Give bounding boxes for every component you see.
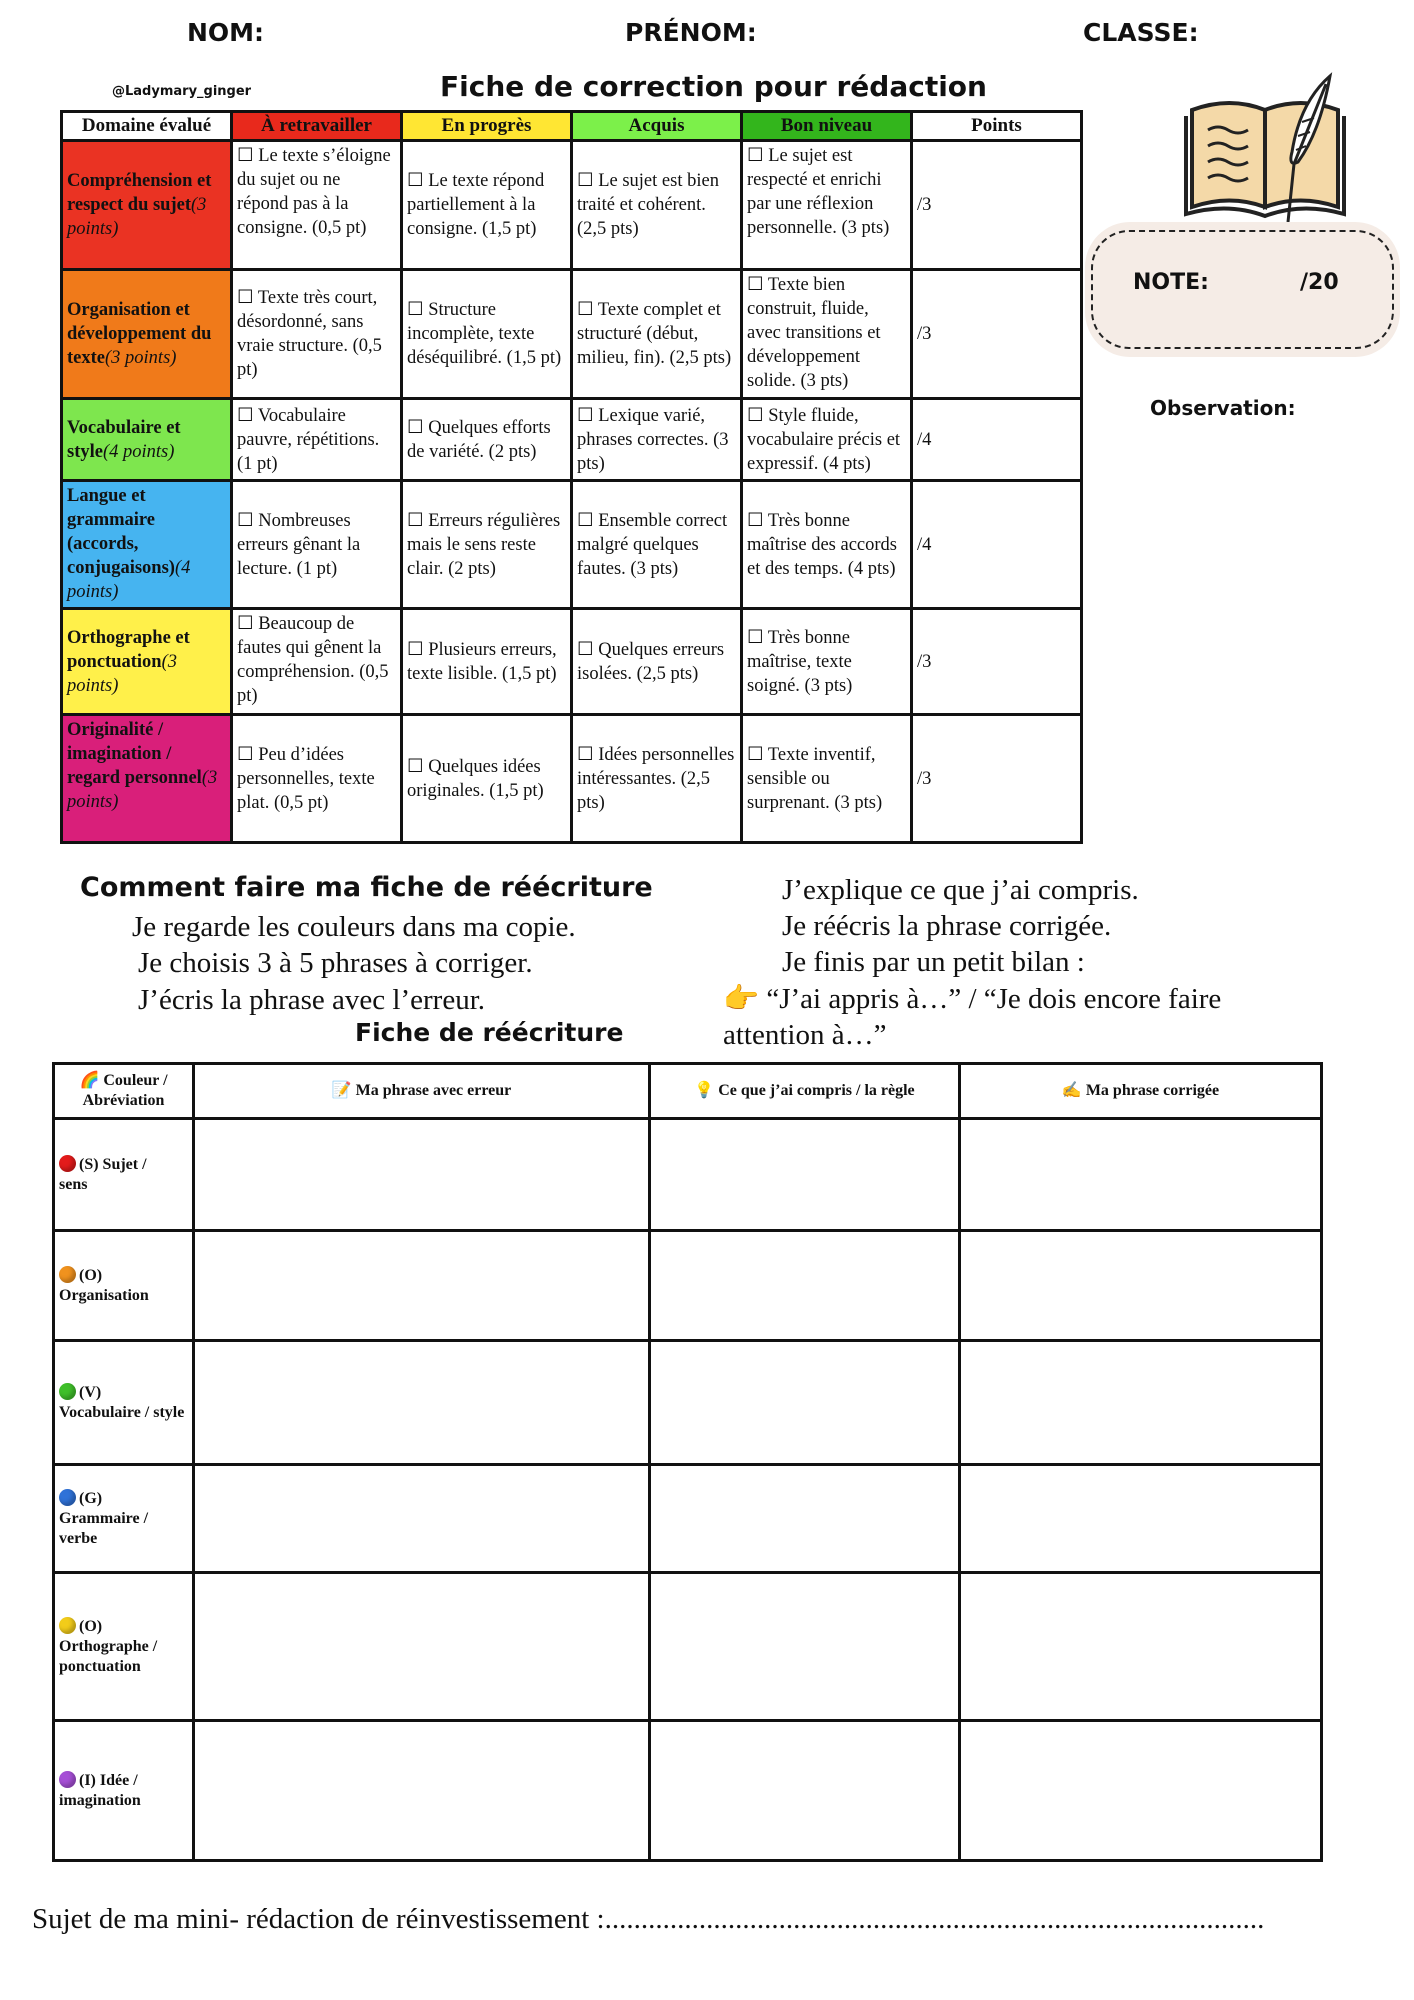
domain-points: (3 points) xyxy=(67,195,207,239)
criterion-cell[interactable] xyxy=(232,270,402,399)
page-title: Fiche de correction pour rédaction xyxy=(440,70,987,103)
rewrite-row xyxy=(54,1231,1322,1341)
blue-circle-icon xyxy=(59,1489,76,1506)
domain-points: (3 points) xyxy=(67,768,218,812)
criterion-cell[interactable] xyxy=(232,481,402,609)
domain-points: (3 points) xyxy=(105,348,177,368)
corrected-sentence-cell[interactable] xyxy=(960,1119,1322,1231)
yellow-circle-icon xyxy=(59,1617,76,1634)
criterion-text: ☐ Vocabulaire pauvre, répétitions. (1 pt) xyxy=(237,405,380,474)
header-en-progres xyxy=(402,112,572,141)
howto-title: Comment faire ma fiche de réécriture xyxy=(80,872,653,903)
points-cell[interactable] xyxy=(912,609,1082,715)
criterion-text: ☐ Ensemble correct malgré quelques fautes. (3 pts) xyxy=(577,510,728,579)
step-3: J’écris la phrase avec l’erreur. xyxy=(138,984,485,1016)
observation-label: Observation: xyxy=(1150,396,1296,420)
corrected-sentence-cell[interactable] xyxy=(960,1341,1322,1465)
criterion-text: ☐ Plusieurs erreurs, texte lisible. (1,5 pt) xyxy=(407,639,557,684)
rule-cell[interactable] xyxy=(650,1231,960,1341)
domain-name: Orthographe et ponctuation xyxy=(67,627,190,672)
criterion-text: ☐ Texte bien construit, fluide, avec transitions et développement solide. (3 pts) xyxy=(747,275,881,391)
rubric-header-row xyxy=(62,112,1082,141)
category-code: (O) xyxy=(79,1266,103,1284)
criterion-text: ☐ Erreurs régulières mais le sens reste clair. (2 pts) xyxy=(407,510,561,579)
rubric-domain xyxy=(62,481,232,609)
rubric-domain xyxy=(62,715,232,843)
error-sentence-cell[interactable] xyxy=(194,1341,650,1465)
criterion-cell[interactable] xyxy=(742,609,912,715)
criterion-text: ☐ Le texte s’éloigne du sujet ou ne répond pas à la consigne. (0,5 pt) xyxy=(237,146,391,238)
rule-cell[interactable] xyxy=(650,1573,960,1721)
rubric-table xyxy=(60,110,1083,844)
domain-points: (4 points) xyxy=(102,441,175,462)
header-en-progres-text: En progrès xyxy=(441,115,532,136)
step-4: J’explique ce que j’ai compris. xyxy=(782,874,1139,906)
header-points xyxy=(912,112,1082,141)
criterion-text: ☐ Le sujet est respecté et enrichi par une réflexion personnelle. (3 pts) xyxy=(747,146,890,238)
points-text: /3 xyxy=(917,768,932,789)
rewrite-row xyxy=(54,1119,1322,1231)
header-phrase-corrigee-text: ✍️ Ma phrase corrigée xyxy=(1061,1082,1220,1099)
category-code: (V) xyxy=(79,1383,102,1401)
rubric-domain xyxy=(62,609,232,715)
domain-name: Originalité / imagination / regard personnel xyxy=(67,720,202,788)
criterion-text: ☐ Très bonne maîtrise des accords et des temps. (4 pts) xyxy=(747,510,897,579)
rule-cell[interactable] xyxy=(650,1721,960,1861)
rewrite-table xyxy=(52,1062,1323,1862)
category-label: Orthographe / ponctuation xyxy=(59,1637,158,1675)
criterion-text: ☐ Beaucoup de fautes qui gênent la compréhension. (0,5 pt) xyxy=(237,614,389,706)
green-circle-icon xyxy=(59,1383,76,1400)
points-cell[interactable] xyxy=(912,481,1082,609)
criterion-cell[interactable] xyxy=(742,399,912,481)
criterion-text: ☐ Le texte répond partiellement à la consigne. (1,5 pt) xyxy=(407,171,545,239)
criterion-cell[interactable] xyxy=(572,141,742,270)
author-handle: @Ladymary_ginger xyxy=(112,84,252,99)
subject-line[interactable]: Sujet de ma mini- rédaction de réinvestissement :........................................................................................... xyxy=(32,1903,1265,1935)
step-6: Je finis par un petit bilan : xyxy=(782,946,1085,978)
criterion-text: ☐ Idées personnelles intéressantes. (2,5 pts) xyxy=(577,744,735,813)
criterion-cell[interactable] xyxy=(232,715,402,843)
criterion-text: ☐ Texte très court, désordonné, sans vraie structure. (0,5 pt) xyxy=(237,288,382,380)
header-a-retravailler-text: À retravailler xyxy=(261,115,372,136)
criterion-text: ☐ Quelques idées originales. (1,5 pt) xyxy=(407,756,544,801)
header-phrase-erreur-text: 📝 Ma phrase avec erreur xyxy=(331,1082,512,1099)
category-label: Grammaire / verbe xyxy=(59,1509,149,1547)
points-text: /4 xyxy=(917,429,932,450)
points-cell[interactable] xyxy=(912,270,1082,399)
points-cell[interactable] xyxy=(912,399,1082,481)
category-label: sens xyxy=(59,1175,88,1193)
purple-circle-icon xyxy=(59,1771,76,1788)
criterion-text: ☐ Structure incomplète, texte déséquilibré. (1,5 pt) xyxy=(407,300,562,368)
error-sentence-cell[interactable] xyxy=(194,1721,650,1861)
criterion-text: ☐ Nombreuses erreurs gênant la lecture. (1 pt) xyxy=(237,510,361,579)
criterion-text: ☐ Très bonne maîtrise, texte soigné. (3 pts) xyxy=(747,627,853,696)
criterion-cell[interactable] xyxy=(402,481,572,609)
error-sentence-cell[interactable] xyxy=(194,1573,650,1721)
criterion-cell[interactable] xyxy=(402,141,572,270)
criterion-cell[interactable] xyxy=(742,715,912,843)
criterion-cell[interactable] xyxy=(402,715,572,843)
note-label: NOTE: xyxy=(1133,270,1209,295)
points-text: /4 xyxy=(917,534,932,555)
domain-name: Vocabulaire et style xyxy=(67,417,181,462)
corrected-sentence-cell[interactable] xyxy=(960,1721,1322,1861)
criterion-cell[interactable] xyxy=(572,270,742,399)
criterion-text: ☐ Quelques erreurs isolées. (2,5 pts) xyxy=(577,639,725,684)
criterion-text: ☐ Texte complet et structuré (début, milieu, fin). (2,5 pts) xyxy=(577,300,732,368)
criterion-text: ☐ Peu d’idées personnelles, texte plat. (0,5 pt) xyxy=(237,744,375,813)
domain-name: Compréhension et respect du sujet xyxy=(67,171,212,215)
category-label: Organisation xyxy=(59,1286,149,1304)
category-cell xyxy=(54,1119,194,1231)
category-label: imagination xyxy=(59,1791,141,1809)
rewrite-row xyxy=(54,1721,1322,1861)
points-text: /3 xyxy=(917,195,932,215)
points-text: /3 xyxy=(917,651,932,672)
header-domaine-text: Domaine évalué xyxy=(81,115,212,136)
rubric-row xyxy=(62,141,1082,270)
criterion-text: ☐ Lexique varié, phrases correctes. (3 pts) xyxy=(577,405,729,474)
criterion-cell[interactable] xyxy=(402,270,572,399)
nom-label: NOM: xyxy=(187,18,265,47)
header-points-text: Points xyxy=(971,115,1022,136)
book-quill-icon xyxy=(1180,72,1350,232)
domain-name: Organisation et développement du texte xyxy=(67,300,212,368)
header-phrase-corrigee xyxy=(960,1064,1322,1119)
category-code: (S) Sujet / xyxy=(79,1155,147,1173)
category-code: (G) xyxy=(79,1489,103,1507)
corrected-sentence-cell[interactable] xyxy=(960,1231,1322,1341)
rubric-domain xyxy=(62,270,232,399)
rewrite-row xyxy=(54,1465,1322,1573)
step-2: Je choisis 3 à 5 phrases à corriger. xyxy=(138,947,533,979)
rewrite-row xyxy=(54,1573,1322,1721)
header-regle-text: 💡 Ce que j’ai compris / la règle xyxy=(694,1082,915,1099)
orange-circle-icon xyxy=(59,1266,76,1283)
criterion-text: ☐ Le sujet est bien traité et cohérent. (2,5 pts) xyxy=(577,171,719,239)
criterion-cell[interactable] xyxy=(232,399,402,481)
header-acquis xyxy=(572,112,742,141)
domain-points: (4 points) xyxy=(67,558,191,602)
note-max: /20 xyxy=(1300,270,1339,295)
corrected-sentence-cell[interactable] xyxy=(960,1465,1322,1573)
classe-label: CLASSE: xyxy=(1083,18,1199,47)
criterion-text: ☐ Quelques efforts de variété. (2 pts) xyxy=(407,417,551,462)
criterion-text: ☐ Style fluide, vocabulaire précis et expressif. (4 pts) xyxy=(747,405,901,474)
error-sentence-cell[interactable] xyxy=(194,1231,650,1341)
category-code: (I) Idée / xyxy=(79,1771,138,1789)
points-cell[interactable] xyxy=(912,715,1082,843)
error-sentence-cell[interactable] xyxy=(194,1465,650,1573)
criterion-cell[interactable] xyxy=(402,399,572,481)
criterion-cell[interactable] xyxy=(742,270,912,399)
category-code: (O) xyxy=(79,1617,103,1635)
criterion-cell[interactable] xyxy=(232,609,402,715)
prenom-label: PRÉNOM: xyxy=(625,18,757,47)
category-cell xyxy=(54,1573,194,1721)
domain-name: Langue et grammaire (accords, conjugaisons) xyxy=(67,486,175,578)
category-cell xyxy=(54,1231,194,1341)
criterion-cell[interactable] xyxy=(572,715,742,843)
rubric-row xyxy=(62,399,1082,481)
red-circle-icon xyxy=(59,1155,76,1172)
rewrite-header-row xyxy=(54,1064,1322,1119)
criterion-cell[interactable] xyxy=(742,141,912,270)
header-regle xyxy=(650,1064,960,1119)
points-text: /3 xyxy=(917,324,932,344)
criterion-cell[interactable] xyxy=(232,141,402,270)
rewrite-title: Fiche de réécriture xyxy=(355,1018,624,1047)
error-sentence-cell[interactable] xyxy=(194,1119,650,1231)
header-bon-niveau-text: Bon niveau xyxy=(780,115,873,136)
rubric-row xyxy=(62,481,1082,609)
rule-cell[interactable] xyxy=(650,1465,960,1573)
header-domaine xyxy=(62,112,232,141)
criterion-cell[interactable] xyxy=(572,609,742,715)
step-5: Je réécris la phrase corrigée. xyxy=(782,910,1112,942)
category-label: Vocabulaire / style xyxy=(59,1403,185,1421)
rewrite-row xyxy=(54,1341,1322,1465)
rule-cell[interactable] xyxy=(650,1341,960,1465)
step-1: Je regarde les couleurs dans ma copie. xyxy=(132,911,576,943)
category-cell xyxy=(54,1721,194,1861)
header-couleur-text: 🌈 Couleur / Abréviation xyxy=(79,1072,168,1109)
header-phrase-erreur xyxy=(194,1064,650,1119)
category-cell xyxy=(54,1465,194,1573)
criterion-cell[interactable] xyxy=(402,609,572,715)
header-couleur xyxy=(54,1064,194,1119)
domain-points: (3 points) xyxy=(67,651,177,696)
rubric-domain xyxy=(62,399,232,481)
bilan-line-2: attention à…” xyxy=(723,1019,887,1051)
corrected-sentence-cell[interactable] xyxy=(960,1573,1322,1721)
criterion-cell[interactable] xyxy=(572,481,742,609)
header-a-retravailler xyxy=(232,112,402,141)
rubric-row xyxy=(62,715,1082,843)
criterion-cell[interactable] xyxy=(572,399,742,481)
criterion-text: ☐ Texte inventif, sensible ou surprenant. (3 pts) xyxy=(747,744,883,813)
bilan-line-1: 👉 “J’ai appris à…” / “Je dois encore faire xyxy=(723,983,1222,1015)
header-bon-niveau xyxy=(742,112,912,141)
rule-cell[interactable] xyxy=(650,1119,960,1231)
points-cell[interactable] xyxy=(912,141,1082,270)
rubric-row xyxy=(62,270,1082,399)
rubric-domain xyxy=(62,141,232,270)
rubric-row xyxy=(62,609,1082,715)
criterion-cell[interactable] xyxy=(742,481,912,609)
category-cell xyxy=(54,1341,194,1465)
header-acquis-text: Acquis xyxy=(628,115,685,136)
